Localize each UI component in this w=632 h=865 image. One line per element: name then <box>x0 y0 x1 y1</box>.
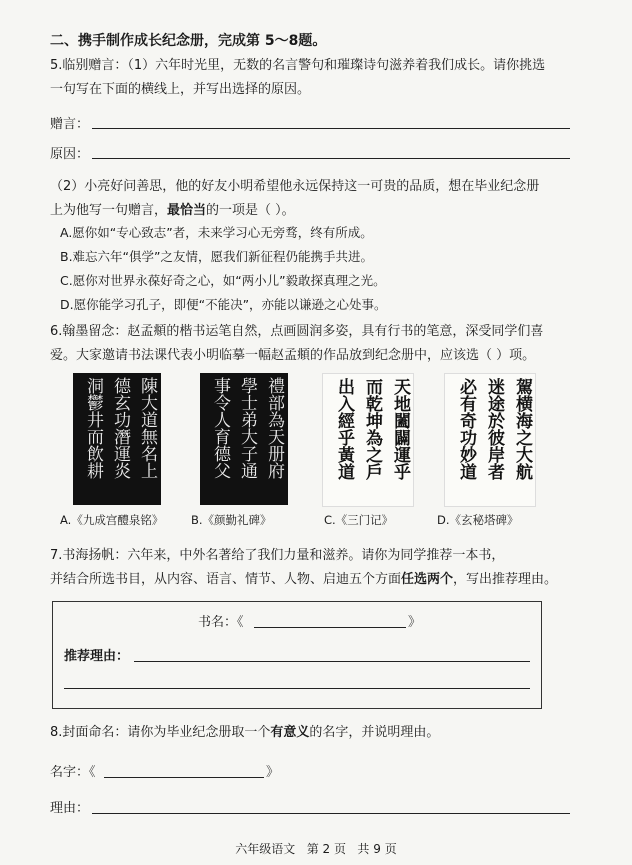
calligraphy-d-col-2 <box>476 374 504 506</box>
calligraphy-image-b <box>200 373 288 505</box>
q7-line2-emphasis: 任选两个 <box>401 572 454 587</box>
calligraphy-b-text-1: 禮部為天册府 <box>264 377 284 479</box>
q7-line2-c: ，写出推荐理由。 <box>453 572 558 587</box>
q7-reason-answer-line-2[interactable] <box>64 688 530 689</box>
q5-line1: 5.临别赠言：（1）六年时光里，无数的名言警句和璀璨诗句滋养着我们成长。请你挑选 <box>50 58 546 73</box>
q7-reason-answer-line-1[interactable] <box>134 661 530 662</box>
calligraphy-a-col-2 <box>104 373 130 505</box>
q5-option-d: D.愿你能学习孔子，即便“不能决”，亦能以谦逊之心处事。 <box>60 297 387 312</box>
calligraphy-image-a <box>73 373 161 505</box>
q7-line2 <box>50 571 557 589</box>
calligraphy-b-col-1 <box>258 373 284 505</box>
caption-b: B.《颜勤礼碑》 <box>191 513 272 527</box>
q5-sub2-line2 <box>50 202 295 220</box>
calligraphy-a-text-3: 洞鬱井而飲耕 <box>83 377 103 479</box>
q6-line2: 爱。大家邀请书法课代表小明临摹一幅赵孟頫的作品放到纪念册中，应该选（ ）项。 <box>50 348 536 363</box>
calligraphy-a-text-1: 陳大道無名上 <box>137 377 157 479</box>
q5-reason-label: 原因： <box>50 147 90 162</box>
q8-name-label: 名字：《 <box>50 765 96 780</box>
calligraphy-c-col-3 <box>326 374 354 506</box>
q8-line1-emphasis: 有意义 <box>270 725 310 740</box>
q8-reason-answer-line[interactable] <box>92 813 570 814</box>
q7-line2-a: 并结合所选书目，从内容、语言、情节、人物、启迪五个方面 <box>50 572 402 587</box>
calligraphy-b-text-2: 學士弟大子通 <box>237 377 257 479</box>
q8-reason-label: 理由： <box>50 801 90 816</box>
calligraphy-b-text-3: 事令人育德父 <box>210 377 230 479</box>
q8-line1-a: 8.封面命名：请你为毕业纪念册取一个 <box>50 725 271 740</box>
q5-gift-answer-line[interactable] <box>92 128 570 129</box>
q5-sub2-line2-emphasis: 最恰当 <box>167 203 207 218</box>
q5-option-c: C.愿你对世界永葆好奇之心，如“两小儿”毅敢探真理之光。 <box>60 273 386 288</box>
calligraphy-a-text-2: 德玄功潛運炎 <box>110 377 130 479</box>
q5-reason-answer-line[interactable] <box>92 158 570 159</box>
q5-sub2-line2-c: 的一项是（ ）。 <box>206 203 295 218</box>
calligraphy-d-text-2: 迷途於彼岸者 <box>484 378 504 480</box>
page-footer: 六年级语文 第 2 页 共 9 页 <box>235 842 397 856</box>
calligraphy-c-text-2: 而乾坤為之戶 <box>362 378 382 480</box>
calligraphy-image-d <box>444 373 536 507</box>
calligraphy-d-text-1: 駕横海之大航 <box>512 378 532 480</box>
caption-a: A.《九成宫醴泉铭》 <box>60 513 164 527</box>
calligraphy-d-col-1 <box>504 374 532 506</box>
calligraphy-c-text-1: 天地闔闢運乎 <box>390 378 410 480</box>
q7-book-answer-line[interactable] <box>254 627 406 628</box>
calligraphy-c-col-2 <box>354 374 382 506</box>
q5-gift-label: 赠言： <box>50 117 90 132</box>
q8-name-answer-line[interactable] <box>104 777 264 778</box>
q6-line1: 6.翰墨留念：赵孟頫的楷书运笔自然，点画圆润多姿，具有行书的笔意，深受同学们喜 <box>50 324 544 339</box>
section-title: 二、携手制作成长纪念册，完成第 5～8题。 <box>50 33 327 49</box>
calligraphy-d-text-3: 必有奇功妙道 <box>456 378 476 480</box>
caption-c: C.《三门记》 <box>324 513 394 527</box>
q7-book-label: 书名：《 <box>198 615 244 630</box>
q8-line1-c: 的名字，并说明理由。 <box>309 725 440 740</box>
calligraphy-b-col-2 <box>231 373 257 505</box>
calligraphy-a-col-1 <box>131 373 157 505</box>
q8-name-close: 》 <box>266 765 280 780</box>
calligraphy-a-col-3 <box>77 373 103 505</box>
q8-line1 <box>50 724 439 742</box>
calligraphy-d-col-3 <box>448 374 476 506</box>
q5-line2: 一句写在下面的横线上，并写出选择的原因。 <box>50 82 311 97</box>
caption-d: D.《玄秘塔碑》 <box>437 513 519 527</box>
q5-sub2-line1: （2）小亮好问善思，他的好友小明希望他永远保持这一可贵的品质，想在毕业纪念册 <box>50 179 540 194</box>
q7-reason-label: 推荐理由： <box>64 649 130 664</box>
q7-line1: 7.书海扬帆：六年来，中外名著给了我们力量和滋养。请你为同学推荐一本书， <box>50 548 505 563</box>
q7-book-close: 》 <box>408 615 422 630</box>
q5-option-a: A.愿你如“专心致志”者，未来学习心无旁骛，终有所成。 <box>60 225 373 240</box>
q5-option-b: B.难忘六年“俱学”之友情，愿我们新征程仍能携手共进。 <box>60 249 374 264</box>
calligraphy-c-col-1 <box>382 374 410 506</box>
q5-sub2-line2-a: 上为他写一句赠言， <box>50 203 168 218</box>
calligraphy-c-text-3: 出入經乎黃道 <box>334 378 354 480</box>
calligraphy-image-c <box>322 373 414 507</box>
calligraphy-b-col-3 <box>204 373 230 505</box>
